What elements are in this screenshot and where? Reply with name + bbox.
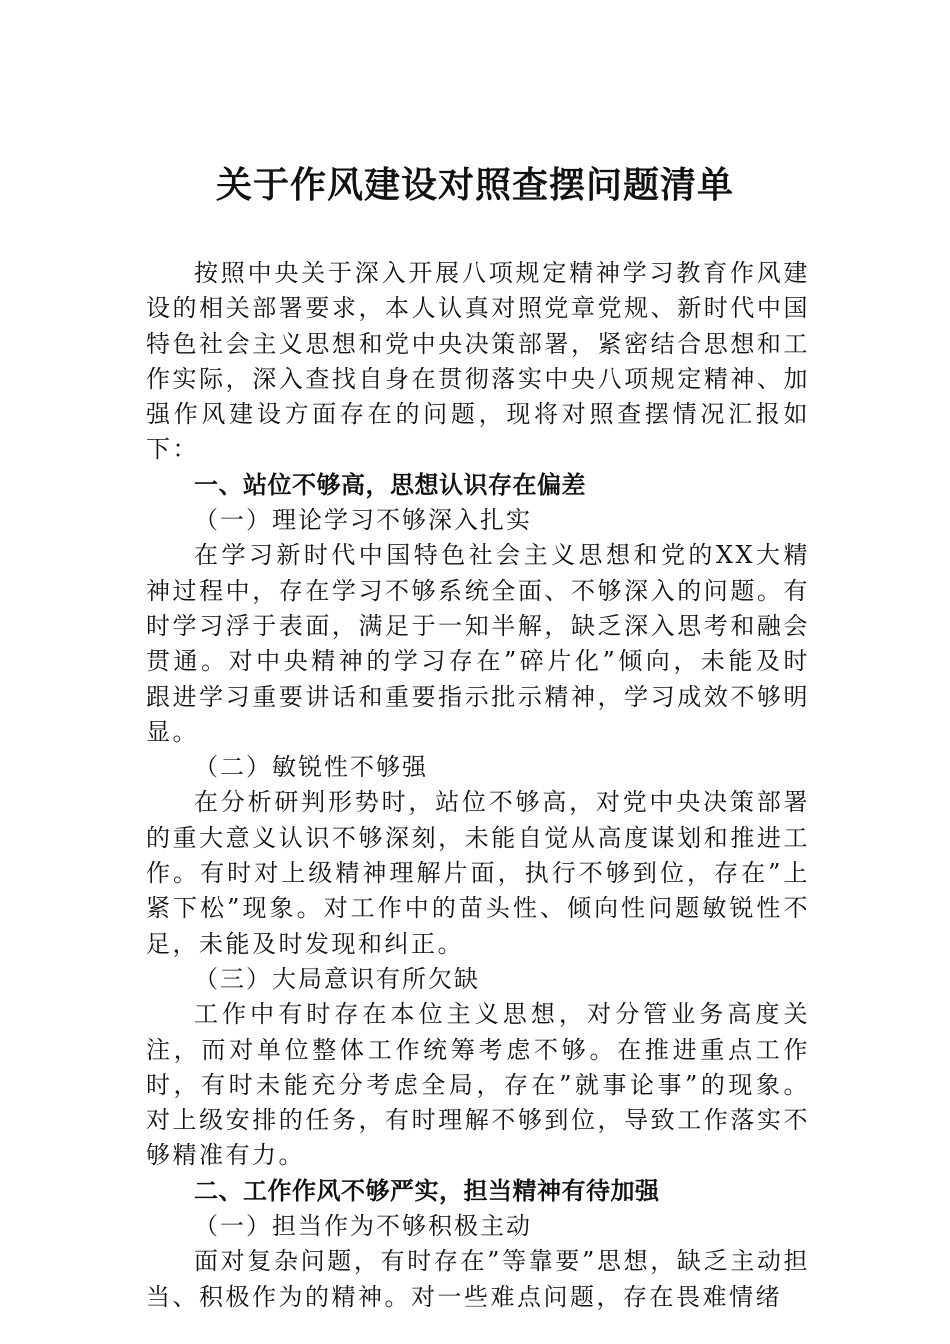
subsection-heading: （二）敏锐性不够强	[194, 753, 428, 782]
document-body	[146, 256, 810, 1315]
body-paragraph: 在学习新时代中国特色社会主义思想和党的XX大精神过程中，存在学习不够系统全面、不够深入的问题。有时学习浮于表面，满足于一知半解，缺乏深入思考和融会贯通。对中央精神的学习存在”碎片化”倾向，未能及时跟进学习重要讲话和重要指示批示精神，学习成效不够明显。	[146, 541, 810, 746]
section-heading: 二、工作作风不够严实，担当精神有待加强	[194, 1176, 660, 1205]
subsection-heading: （一）担当作为不够积极主动	[194, 1212, 532, 1241]
body-paragraph: 在分析研判形势时，站位不够高，对党中央决策部署的重大意义认识不够深刻，未能自觉从高度谋划和推进工作。有时对上级精神理解片面，执行不够到位，存在”上紧下松”现象。对工作中的苗头性、倾向性问题敏锐性不足，未能及时发现和纠正。	[146, 788, 810, 958]
body-paragraph: 面对复杂问题，有时存在”等靠要”思想，缺乏主动担当、积极作为的精神。对一些难点问题，存在畏难情绪	[146, 1247, 810, 1311]
section-heading: 一、站位不够高，思想认识存在偏差	[194, 470, 586, 499]
subsection-heading: （三）大局意识有所欠缺	[194, 964, 480, 993]
document-title: 关于作风建设对照查摆问题清单	[215, 164, 734, 206]
subsection-heading: （一）理论学习不够深入扎实	[194, 506, 532, 535]
body-paragraph: 工作中有时存在本位主义思想，对分管业务高度关注，而对单位整体工作统筹考虑不够。在推进重点工作时，有时未能充分考虑全局，存在”就事论事”的现象。对上级安排的任务，有时理解不够到位，导致工作落实不够精准有力。	[146, 1000, 810, 1170]
intro-paragraph: 按照中央关于深入开展八项规定精神学习教育作风建设的相关部署要求，本人认真对照党章党规、新时代中国特色社会主义思想和党中央决策部署，紧密结合思想和工作实际，深入查找自身在贯彻落实中央八项规定精神、加强作风建设方面存在的问题，现将对照查摆情况汇报如下：	[146, 259, 810, 464]
